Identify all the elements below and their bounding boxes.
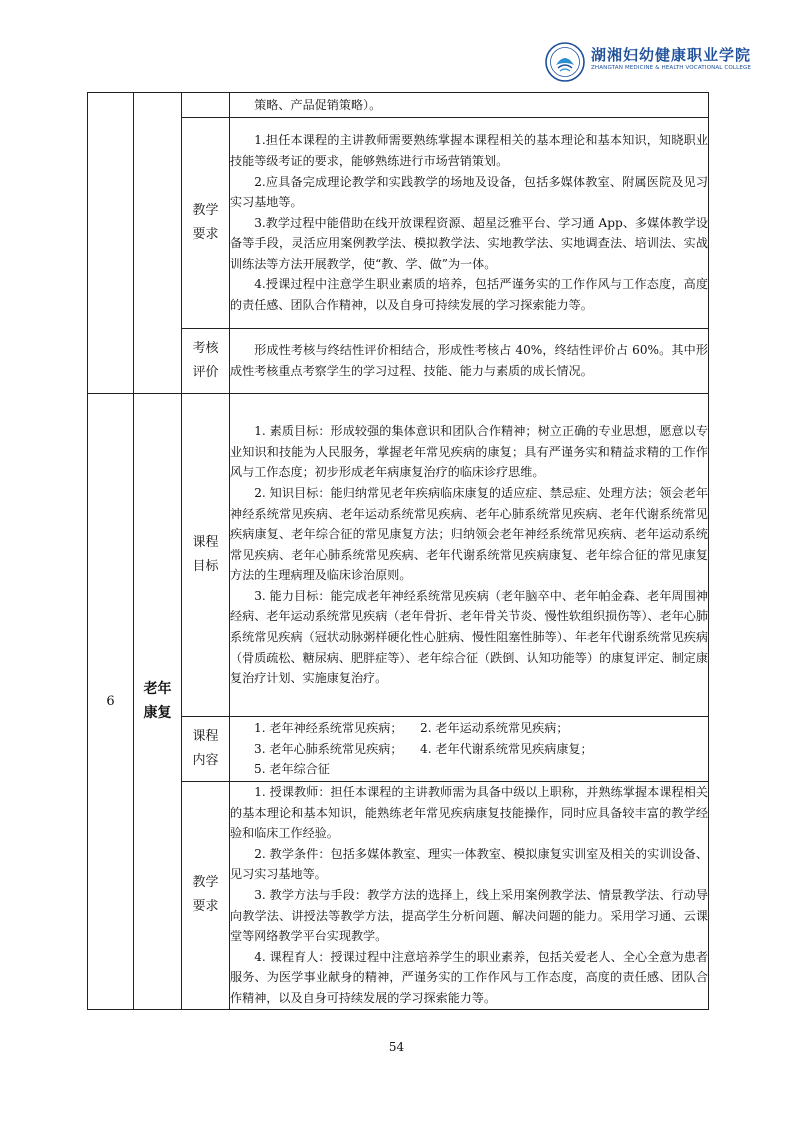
content-item: 1. 老年神经系统常见疾病； — [254, 721, 403, 736]
content-line — [230, 759, 708, 780]
course-name: 老年 — [143, 681, 172, 698]
row-label: 目标 — [192, 559, 219, 574]
teaching-requirements-cell — [230, 118, 709, 329]
row-label-cell — [182, 782, 230, 1010]
row-label-cell — [182, 717, 230, 782]
row-label-cell — [182, 93, 230, 118]
content-cell — [230, 93, 709, 118]
table-row — [88, 394, 709, 717]
paragraph: 3.教学过程中能借助在线开放课程资源、超星泛雅平台、学习通 App、多媒体教学设备等手段，灵活应用案例教学法、模拟教学法、实地教学法、实地调查法、培训法、实战训练法等方法开展教学，使“教、学、做”为一体。 — [230, 215, 708, 271]
continued-text: 策略、产品促销策略）。 — [254, 97, 382, 112]
row-label: 课程 — [192, 535, 219, 550]
table-row — [88, 93, 709, 118]
row-label-cell — [182, 329, 230, 394]
paragraph: 4. 课程育人：授课过程中注意培养学生的职业素养，包括关爱老人、全心全意为患者服务、为医学事业献身的精神，严谨务实的工作作风与工作态度，高度的责任感、团队合作精神，以及自身可持续发展的学习探索能力等。 — [230, 949, 708, 1005]
content-item: 3. 老年心肺系统常见疾病； — [254, 741, 403, 756]
page-number: 54 — [388, 1040, 405, 1054]
course-content-cell — [230, 717, 709, 782]
college-name-cn: 湖湘妇幼健康职业学院 — [591, 46, 752, 64]
paragraph: 2. 知识目标：能归纳常见老年疾病临床康复的适应症、禁忌症、处理方法；领会老年神经系统常见疾病、老年运动系统常见疾病、老年心肺系统常见疾病、老年代谢系统常见疾病康复、老年综合征的常见康复方法；归纳领会老年神经系统常见疾病、老年运动系统常见疾病、老年心肺系统常见疾病、老年代谢系统常见疾病康复、老年综合征的常见康复方法的生理病理及临床诊治原则。 — [230, 485, 708, 583]
table-row — [88, 118, 709, 329]
paragraph: 形成性考核与终结性评价相结合，形成性考核占 40%，终结性评价占 60%。其中形成性考核重点考察学生的学习过程、技能、能力与素质的成长情况。 — [230, 343, 708, 378]
paragraph: 1.担任本课程的主讲教师需要熟练掌握本课程相关的基本理论和基本知识，知晓职业技能等级考证的要求，能够熟练进行市场营销策划。 — [230, 133, 708, 168]
paragraph: 3. 能力目标：能完成老年神经系统常见疾病（老年脑卒中、老年帕金森、老年周围神经病、老年运动系统常见疾病（老年骨折、老年骨关节炎、慢性软组织损伤等）、老年心肺系统常见疾病（冠状动脉粥样硬化性心脏病、慢性阻塞性肺等）、年老年代谢系统常见疾病（骨质疏松、糖尿病、肥胖症等）、老年综合征（跌倒、认知功能等）的康复评定、制定康复治疗计划、实施康复治疗。 — [230, 588, 708, 686]
course-number-cell: 6 — [88, 394, 134, 1010]
assessment-cell — [230, 329, 709, 394]
row-label-cell — [182, 118, 230, 329]
course-number-cell-prev — [88, 93, 134, 394]
content-item: 5. 老年综合征 — [254, 762, 330, 777]
paragraph: 3. 教学方法与手段：教学方法的选择上，线上采用案例教学法、情景教学法、行动导向教学法、讲授法等教学方法，提高学生分析问题、解决问题的能力。采用学习通、云课堂等网络教学平台实现教学。 — [230, 887, 708, 944]
content-item: 4. 老年代谢系统常见疾病康复； — [420, 741, 593, 756]
paragraph: 2. 教学条件：包括多媒体教室、理实一体教室、模拟康复实训室及相关的实训设备、见习实习基地等。 — [230, 846, 708, 882]
table-row — [88, 329, 709, 394]
table-row — [88, 782, 709, 1010]
paragraph: 1. 授课教师：担任本课程的主讲教师需为具备中级以上职称，并熟练掌握本课程相关的基本理论和基本知识，能熟练老年常见疾病康复技能操作，同时应具备较丰富的教学经验和临床工作经验。 — [230, 785, 708, 841]
college-logo — [545, 42, 752, 90]
row-label: 考核 — [192, 341, 219, 356]
college-emblem-icon — [545, 42, 585, 82]
row-label: 评价 — [192, 365, 219, 380]
content-item: 2. 老年运动系统常见疾病； — [420, 721, 569, 736]
row-label: 要求 — [192, 227, 219, 242]
table-row — [88, 717, 709, 782]
course-name-cell — [134, 394, 182, 1010]
course-name: 康复 — [143, 705, 172, 722]
course-name-cell-prev — [134, 93, 182, 394]
curriculum-table — [87, 92, 709, 1010]
college-name-en: ZHANGTAN MEDICINE & HEALTH VOCATIONAL COLLEGE — [591, 65, 752, 71]
content-line — [230, 718, 708, 739]
row-label: 教学 — [192, 203, 219, 218]
course-goals-cell — [230, 394, 709, 717]
row-label: 内容 — [192, 753, 219, 768]
content-line — [230, 739, 708, 760]
row-label: 教学 — [192, 875, 219, 891]
row-label-cell — [182, 394, 230, 717]
row-label: 要求 — [192, 899, 219, 915]
paragraph: 4.授课过程中注意学生职业素质的培养，包括严谨务实的工作作风与工作态度，高度的责任感、团队合作精神，以及自身可持续发展的学习探索能力等。 — [230, 277, 708, 313]
row-label: 课程 — [192, 729, 219, 744]
teaching-requirements-cell — [230, 782, 709, 1010]
paragraph: 1. 素质目标：形成较强的集体意识和团队合作精神；树立正确的专业思想，愿意以专业知识和技能为人民服务，掌握老年常见疾病的康复；具有严谨务实和精益求精的工作作风与工作态度；初步形成老年病康复治疗的临床诊疗思维。 — [230, 424, 708, 480]
paragraph: 2.应具备完成理论教学和实践教学的场地及设备，包括多媒体教室、附属医院及见习实习基地等。 — [230, 174, 708, 210]
